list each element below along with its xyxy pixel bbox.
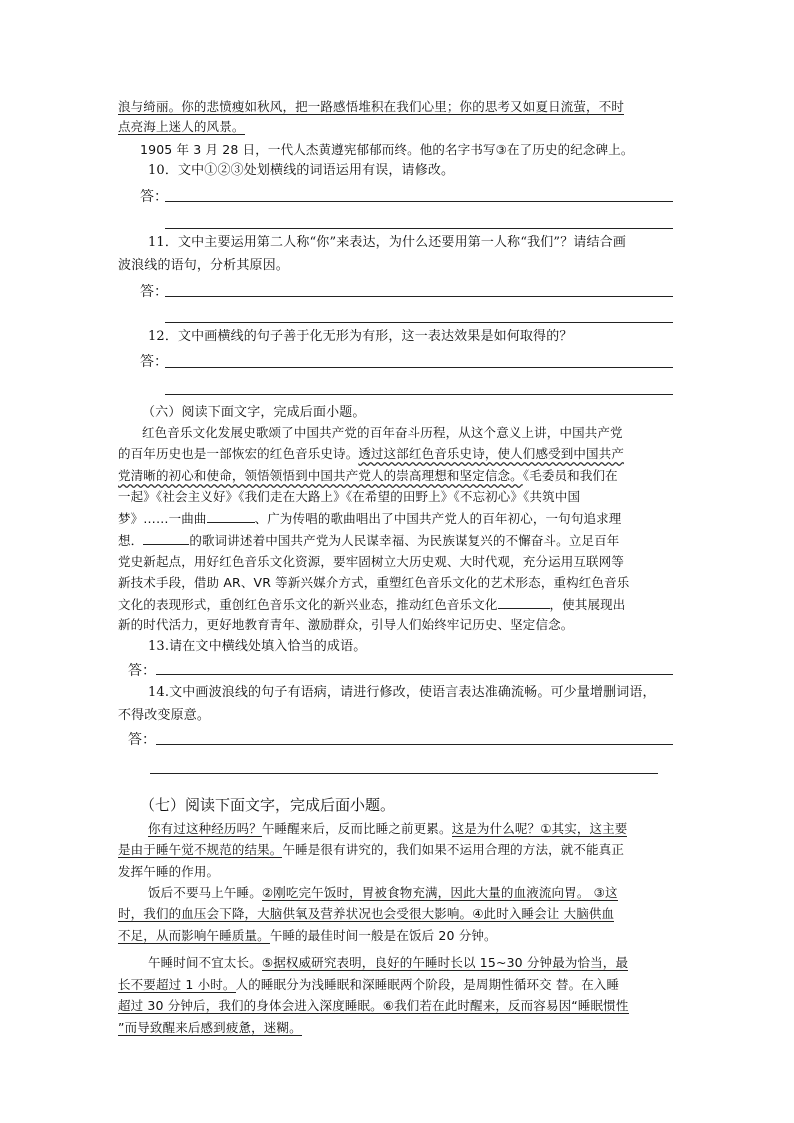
passage-line xyxy=(148,819,674,839)
wavy-sentence: 党清晰的初心和使命，领悟领悟到中国共产党人的崇高理想和坚定信念。 xyxy=(118,468,523,483)
underlined-sentence: 是由于睡午觉不规范的结果。 xyxy=(118,842,283,857)
passage-line: 1905 年 3 月 28 日，一代人杰黄遵宪郁郁而终。他的名字书写③在了历史的纪念碑上。 xyxy=(140,142,634,157)
question-13: 13.请在文中横线处填入恰当的成语。 xyxy=(148,639,367,654)
passage-line xyxy=(118,926,678,946)
passage-line xyxy=(118,1018,678,1038)
passage-line: 新的时代活力，更好地教育青年、激励群众，引导人们始终牢记历史、坚定信念。 xyxy=(118,617,574,632)
answer-line[interactable] xyxy=(165,201,673,202)
underlined-sentence: 超过 30 分钟后，我们的身体会进入深度睡眠。⑥我们若在此时醒来，反而容易因“睡眠惯性 xyxy=(118,998,629,1013)
answer-label: 答： xyxy=(140,284,168,300)
underlined-sentence: 时，我们的血压会下降，大脑供氧及营养状况也会受很大影响。④此时入睡会让 大脑供血 xyxy=(118,906,615,921)
section-7-title: （七）阅读下面文字，完成后面小题。 xyxy=(140,796,396,814)
fill-blank[interactable] xyxy=(498,594,550,609)
fill-blank[interactable] xyxy=(207,508,255,523)
underlined-sentence: 这是为什么呢？ xyxy=(451,821,541,836)
question-11: 11．文中主要运用第二人称“你”来表达，为什么还要用第一人称“我们”？请结合画 xyxy=(148,235,626,250)
passage-line xyxy=(118,530,678,551)
answer-label: 答： xyxy=(140,354,168,370)
underlined-sentence: 你有过这种经历吗？ xyxy=(148,821,262,836)
answer-line[interactable] xyxy=(165,367,673,368)
question-11-cont: 波浪线的语句，分析其原因。 xyxy=(118,258,289,273)
underlined-sentence: 长不要超过 1 小时。 xyxy=(118,977,236,992)
passage-text: 午睡是很有讲究的，我们如果不运用合理的方法，就不能真正 xyxy=(282,842,625,857)
passage-line xyxy=(148,883,674,903)
passage-text: 想． xyxy=(118,533,144,548)
underlined-sentence: ②刚吃完午饭时，胃被食物充满，因此大量的血液流向胃。 ③这 xyxy=(261,885,618,900)
passage-text: 梦》……一曲曲 xyxy=(118,511,207,526)
answer-line[interactable] xyxy=(156,674,673,675)
passage-text: 文化的表现形式，重创红色音乐文化的新兴业态，推动红色音乐文化 xyxy=(118,597,498,612)
passage-line xyxy=(118,117,678,137)
question-14: 14.文中画波浪线的句子有语病，请进行修改，使语言表达准确流畅。可少量增删词语， xyxy=(148,685,656,700)
passage-line xyxy=(148,953,674,973)
passage-line xyxy=(118,97,678,117)
passage-line xyxy=(118,996,678,1016)
passage-line xyxy=(118,466,678,486)
underlined-sentence: ⑤据权威研究表明，良好的午睡时长以 15~30 分钟最为恰当，最 xyxy=(261,955,629,970)
answer-line[interactable] xyxy=(165,228,673,229)
answer-line[interactable] xyxy=(165,296,673,297)
passage-text: 的歌词讲述着中国共产党为人民谋幸福、为民族谋复兴的不懈奋斗。立足百年 xyxy=(189,533,620,548)
answer-line[interactable] xyxy=(156,744,673,745)
passage-line xyxy=(118,444,678,464)
answer-line[interactable] xyxy=(165,322,673,323)
passage-text: ，使其展现出 xyxy=(549,597,626,612)
underlined-sentence: ①其实，这主要 xyxy=(540,821,628,836)
passage-text: 午睡的最佳时间一般是在饭后 20 分钟。 xyxy=(269,928,497,943)
passage-line xyxy=(118,508,678,529)
passage-line: 党史新起点，用好红色音乐文化资源，要牢固树立大历史观、大时代观，充分运用互联网等 xyxy=(118,554,625,569)
wavy-sentence: 透过这部红色音乐史诗，使人们感受到中国共产 xyxy=(358,446,625,461)
passage-line: 一起》《社会主义好》《我们走在大路上》《在希望的田野上》《不忘初心》《共筑中国 xyxy=(118,489,581,504)
answer-label: 答： xyxy=(128,732,156,748)
underlined-sentence: ”而导致醒来后感到疲惫，迷糊。 xyxy=(118,1020,302,1035)
answer-line[interactable] xyxy=(165,394,673,395)
passage-text: 饭后不要马上午睡。 xyxy=(148,885,262,900)
passage-text: 《毛委员和我们在 xyxy=(522,468,618,483)
answer-label: 答： xyxy=(128,663,156,679)
passage-line: 新技术手段，借助 AR、VR 等新兴媒介方式，重塑红色音乐文化的艺术形态，重构红色音乐 xyxy=(118,575,630,590)
underlined-sentence: 浪与绮丽。你的悲愤瘦如秋风，把一路感悟堆积在我们心里；你的思考又如夏日流萤，不时 xyxy=(118,99,625,114)
section-6-title: （六）阅读下面文字，完成后面小题。 xyxy=(142,405,366,420)
answer-line[interactable] xyxy=(150,773,658,774)
passage-line: 红色音乐文化发展史歌颂了中国共产党的百年奋斗历程，从这个意义上讲，中国共产党 xyxy=(142,425,623,440)
question-14-cont: 不得改变原意。 xyxy=(118,708,211,723)
answer-label: 答： xyxy=(140,189,168,205)
passage-text: 人的睡眠分为浅睡眠和深睡眠两个阶段，是周期性循环交 替。在入睡 xyxy=(235,977,620,992)
question-10: 10．文中①②③处划横线的词语运用有误，请修改。 xyxy=(148,163,455,178)
passage-text: 午睡醒来后，反而比睡之前更累。 xyxy=(261,821,452,836)
passage-line xyxy=(118,840,678,860)
passage-text: 、广为传唱的歌曲唱出了中国共产党人的百年初心，一句句追求理 xyxy=(254,511,622,526)
passage-line xyxy=(118,594,678,615)
underlined-sentence: 点亮海上迷人的风景。 xyxy=(118,119,245,134)
passage-text: 的百年历史也是一部恢宏的红色音乐史诗。 xyxy=(118,446,359,461)
fill-blank[interactable] xyxy=(143,530,189,545)
passage-text: 午睡时间不宜太长。 xyxy=(148,955,262,970)
passage-line: 发挥午睡的作用。 xyxy=(118,864,220,879)
underlined-sentence: 不足，从而影响午睡质量。 xyxy=(118,928,270,943)
question-12: 12．文中画横线的句子善于化无形为有形，这一表达效果是如何取得的？ xyxy=(148,329,573,344)
passage-line xyxy=(118,904,678,924)
passage-line xyxy=(118,975,678,995)
